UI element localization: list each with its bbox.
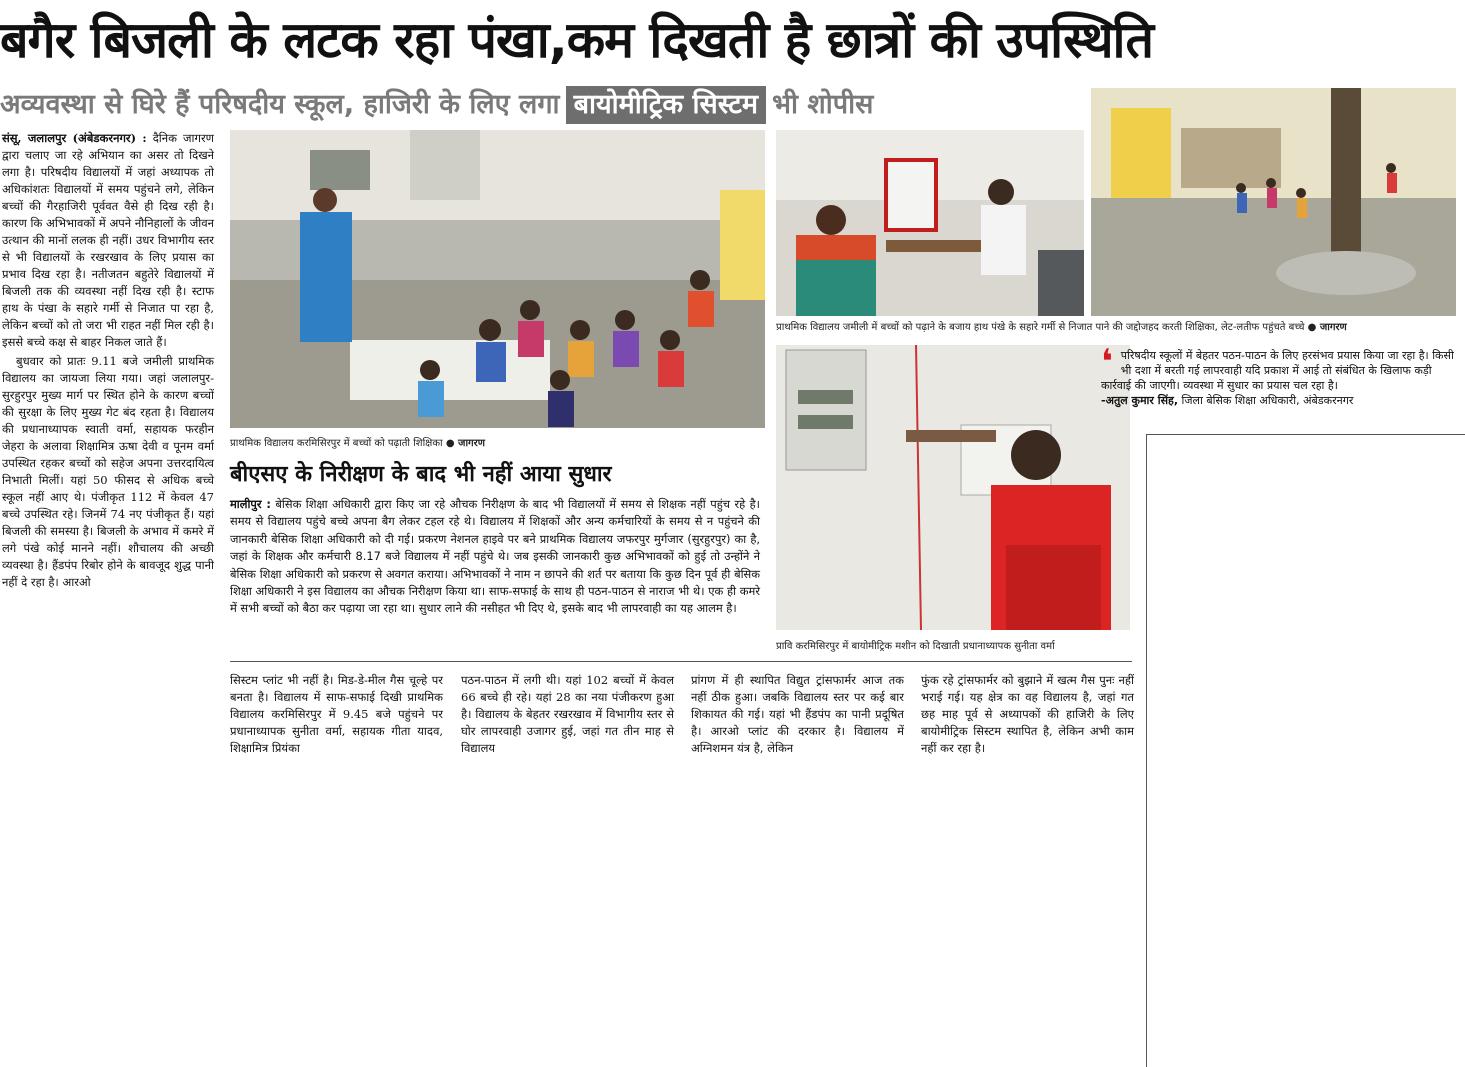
photo1-credit: ● जागरण bbox=[445, 438, 485, 449]
bottom-column-4: फुंक रहे ट्रांसफार्मर को बुझाने में खत्म गैस पुनः नहीं भराई गई। यह क्षेत्र का वह विद्यालय है, जहां गत छह माह पूर्व से अध्यापकों की हाजिरी के लिए बायोमीट्रिक सिस्टम स्थापित है, लेकिन अभी काम नहीं कर रहा है। bbox=[921, 673, 1134, 755]
box-top-divider bbox=[1146, 434, 1465, 435]
sub-headline bbox=[0, 86, 873, 124]
quote-mark-icon: ❛ bbox=[1101, 342, 1113, 382]
photo-outdoor-class-image bbox=[230, 130, 765, 428]
photo2-credit: ● जागरण bbox=[1307, 322, 1347, 333]
bottom-column-3: प्रांगण में ही स्थापित विद्युत ट्रांसफार्मर आज तक नहीं ठीक हुआ। जबकि विद्यालय स्तर पर कई बार शिकायत की गई। यहां भी हैंडपंप का पानी प्रदूषित है। आरओ प्लांट की दरकार है। विद्यालय में अग्निशमन यंत्र है, लेकिन bbox=[691, 673, 904, 755]
photo1-caption-text: प्राथमिक विद्यालय करमिसिरपुर में बच्चों को पढ़ाती शिक्षिका bbox=[230, 438, 443, 449]
sidebar-story-dateline: मालीपुर : bbox=[230, 497, 271, 511]
photo-teacher-fan-image bbox=[776, 130, 1084, 316]
column-divider bbox=[1146, 434, 1147, 1067]
official-quote bbox=[1101, 342, 1457, 408]
quote-text: परिषदीय स्कूलों में बेहतर पठन-पाठन के लिए हरसंभव प्रयास किया जा रहा है। किसी भी दशा में बरती गई लापरवाही यदि प्रकाश में आई तो संबंधित के खिलाफ कड़ी कार्रवाई की जाएगी। व्यवस्था में सुधार का प्रयास चल रहा है। bbox=[1101, 349, 1454, 392]
photo-teacher-fan bbox=[776, 130, 1084, 316]
bottom-column-1: सिस्टम प्लांट भी नहीं है। मिड-डे-मील गैस चूल्हे पर बनता है। विद्यालय में साफ-सफाई दिखी प्राथमिक विद्यालय करमिसिरपुर में 9.45 बजे पहुंचने पर प्रधानाध्यापक सुनीता वर्मा, सहायक गीता यादव, शिक्षामित्र प्रियंका bbox=[230, 673, 443, 755]
quote-attribution-role: जिला बेसिक शिक्षा अधिकारी, अंबेडकरनगर bbox=[1181, 394, 1354, 407]
sub-headline-before: अव्यवस्था से घिरे हैं परिषदीय स्कूल, हाजिरी के लिए लगा bbox=[0, 89, 560, 120]
photo-teacher-courtyard-caption bbox=[776, 321, 1460, 334]
photo-biometric-caption: प्रावि करमिसिरपुर में बायोमीट्रिक मशीन को दिखाती प्रधानाध्यापक सुनीता वर्मा bbox=[776, 641, 1055, 652]
page-headline: बगैर बिजली के लटक रहा पंखा,कम दिखती है छात्रों की उपस्थिति bbox=[0, 11, 1153, 69]
quote-attribution-name: -अतुल कुमार सिंह, bbox=[1101, 394, 1179, 407]
sub-headline-highlight: बायोमीट्रिक सिस्टम bbox=[566, 86, 766, 124]
photo-outdoor-class-caption bbox=[230, 437, 485, 450]
sidebar-story-body bbox=[230, 496, 760, 618]
bottom-column-2: पठन-पाठन में लगी थी। यहां 102 बच्चों में केवल 66 बच्चे ही रहे। यहां 28 का नया पंजीकरण हुआ है। विद्यालय के बेहतर रखरखाव में विभागीय स्तर से घोर लापरवाही उजागर हुई, जहां गत तीन माह से विद्यालय bbox=[461, 673, 674, 755]
photo-courtyard bbox=[1091, 88, 1456, 316]
story-paragraph-1 bbox=[2, 130, 214, 351]
photo-outdoor-class bbox=[230, 130, 765, 428]
left-column-story bbox=[2, 130, 214, 593]
story-paragraph-2: बुधवार को प्रातः 9.11 बजे जमीली प्राथमिक विद्यालय का जायजा लिया गया। जहां जलालपुर-सुरहुरपुर मुख्य मार्ग पर स्थित होने के कारण बच्चों की सुरक्षा के लिए मुख्य गेट बंद रहता है। विद्यालय की प्रधानाध्यापक स्वाती वर्मा, सहायक फरहीन जेहरा के अलावा शिक्षामित्र ऊषा देवी व पूनम वर्मा उपस्थित रहकर बच्चों को सहेज अपना उत्तरदायित्व निभाती मिलीं। यहां 50 फीसद से अधिक बच्चे स्कूल नहीं आए थे। पंजीकृत 112 में केवल 47 बच्चे उपस्थित रहे। जिनमें 74 नए पंजीकृत हैं। यहां बिजली की समस्या है। बिजली के अभाव में कमरे में लगे पंखे कोई मानने नहीं। शौचालय की अच्छी व्यवस्था है। हैंडपंप रिबोर होने के बावजूद शुद्ध पानी नहीं दे रहा है। आरओ bbox=[2, 354, 214, 589]
photo-biometric bbox=[776, 342, 1130, 630]
sidebar-story-text: बेसिक शिक्षा अधिकारी द्वारा किए जा रहे औचक निरीक्षण के बाद भी विद्यालयों में समय से शिक्षक नहीं पहुंच रहे है। समय से विद्यालय पहुंचे बच्चे अपना बैग लेकर टहल रहे थे। विद्यालय में शिक्षकों और अन्य कर्मचारियों के समय से न पहुंचने की जानकारी बेसिक शिक्षा अधिकारी को दी गई। प्रकरण नेशनल हाइवे पर बने प्राथमिक विद्यालय जफरपुर मुर्गजार (सुरहुरपुर) का है, जहां के शिक्षक और कर्मचारी 8.17 बजे विद्यालय में नहीं पहुंचे थे। जब इसकी जानकारी कुछ अभिभावकों को हुई तो उन्होंने ने बेसिक शिक्षा अधिकारी को प्रकरण से अवगत कराया। अभिभावकों ने नाम न छापने की शर्त पर बताया कि कुछ दिन पूर्व ही बेसिक शिक्षा अधिकारी ने इस विद्यालय का औचक निरीक्षण किया था। साफ-सफाई के साथ ही पठन-पाठन से नाराज भी थे। एक ही कमरे में सभी बच्चों को बैठा कर पढ़ाया जा रहा था। सुधार लाने की नसीहत भी दिए थे, इसके बाद भी लापरवाही का यह आलम है। bbox=[230, 497, 760, 616]
section-divider bbox=[230, 661, 1132, 662]
photo-biometric-image bbox=[776, 342, 1130, 630]
sub-headline-after: भी शोपीस bbox=[772, 89, 874, 120]
photo2-caption-text: प्राथमिक विद्यालय जमीली में बच्चों को पढ़ाने के बजाय हाथ पंखे के सहारे गर्मी से निजात पाने की जद्दोजहद करती शिक्षिका, लेट-लतीफ पहुंचते बच्चे bbox=[776, 322, 1305, 333]
sidebar-story-headline: बीएसए के निरीक्षण के बाद भी नहीं आया सुधार bbox=[230, 462, 612, 487]
story-dateline: संसू, जलालपुर (अंबेडकरनगर) : bbox=[2, 131, 147, 145]
story-paragraph-1-text: दैनिक जागरण द्वारा चलाए जा रहे अभियान का असर तो दिखने लगा है। परिषदीय विद्यालयों में जहां अध्यापक तो अधिकांशतः विद्यालयों में समय पहुंचने लगे, लेकिन बच्चों की गैरहाजिरी पूर्ववत वैसे ही दिख रही है। कारण कि अभिभावकों में अपने नौनिहालों के जीवन उत्थान की मानों ललक ही नहीं। उधर विभागीय स्तर से भी विद्यालयों के रखरखाव के लिए प्रयास का प्रभाव दिख रहा है। नतीजतन बहुतेरे विद्यालयों में बिजली तक की व्यवस्था नहीं दिख रही है। स्टाफ हाथ के पंखा के सहारे गर्मी से निजात पा रहा है, लेकिन बच्चों को तो जरा भी राहत नहीं मिल रही है। इससे बच्चे कक्ष से बाहर निकल जाते हैं। bbox=[2, 131, 214, 349]
photo-courtyard-image bbox=[1091, 88, 1456, 316]
